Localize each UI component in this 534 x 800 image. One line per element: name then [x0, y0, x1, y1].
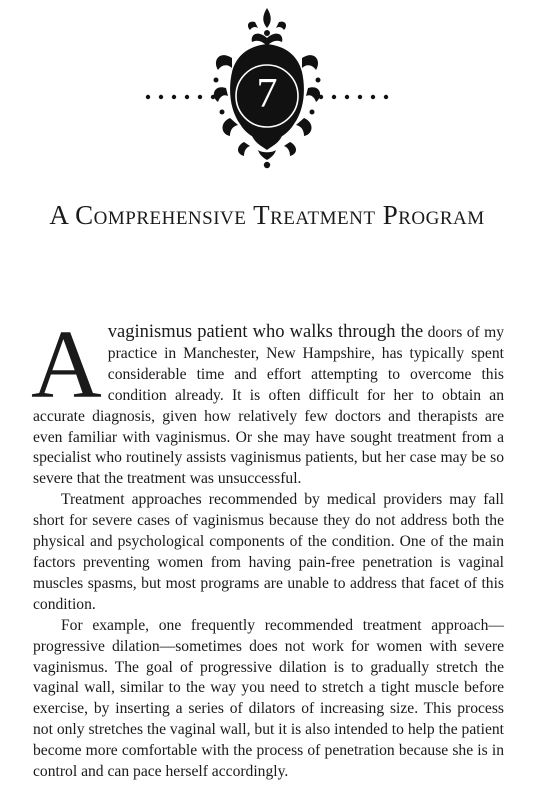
top-fleuron	[248, 8, 286, 46]
paragraph-3: For example, one frequently recommended treatment approach—progressive dilation—sometimes does not work for women with severe vaginismus. The goal of progressive dilation is to gradually stretch the vaginal wall, similar to the way you need to stretch a tight muscle before exercise, by inserting a series of dilators of increasing size. This process not only stretches the vaginal wall, but it is also intended to help the patient become more comfortable with the process of penetration because she is in control and can pace herself accordingly.	[33, 616, 504, 781]
paragraph-1	[31, 311, 505, 490]
chapter-number: 7	[256, 71, 278, 117]
drop-cap: A	[31, 311, 102, 419]
chapter-body	[31, 311, 505, 783]
paragraph-2: Treatment approaches recommended by medical providers may fall short for severe cases of vaginismus because they do not address both the physical and psychological components of the condition. One of the main factors preventing women from having pain-free penetration is vaginal muscles spasms, but most programs are unable to address that facet of this condition.	[33, 491, 504, 613]
paragraph-1-text: doors of my practice in Manchester, New Hampshire, has typically spent considerable time and effort attempting to overcome this condition already. It is often difficult for her to obtain an accurate diagnosis, given how relatively few doctors and therapists are even familiar with vaginismus. Or she may have sought treatment from a specialist who routinely assists vaginismus patients, but her case may be so severe that the treatment was unsuccessful.	[33, 324, 505, 488]
lead-in-text: vaginismus patient who walks through the	[107, 322, 424, 342]
chapter-title: A Comprehensive Treatment Program	[49, 200, 485, 230]
bottom-pendant	[238, 136, 296, 168]
